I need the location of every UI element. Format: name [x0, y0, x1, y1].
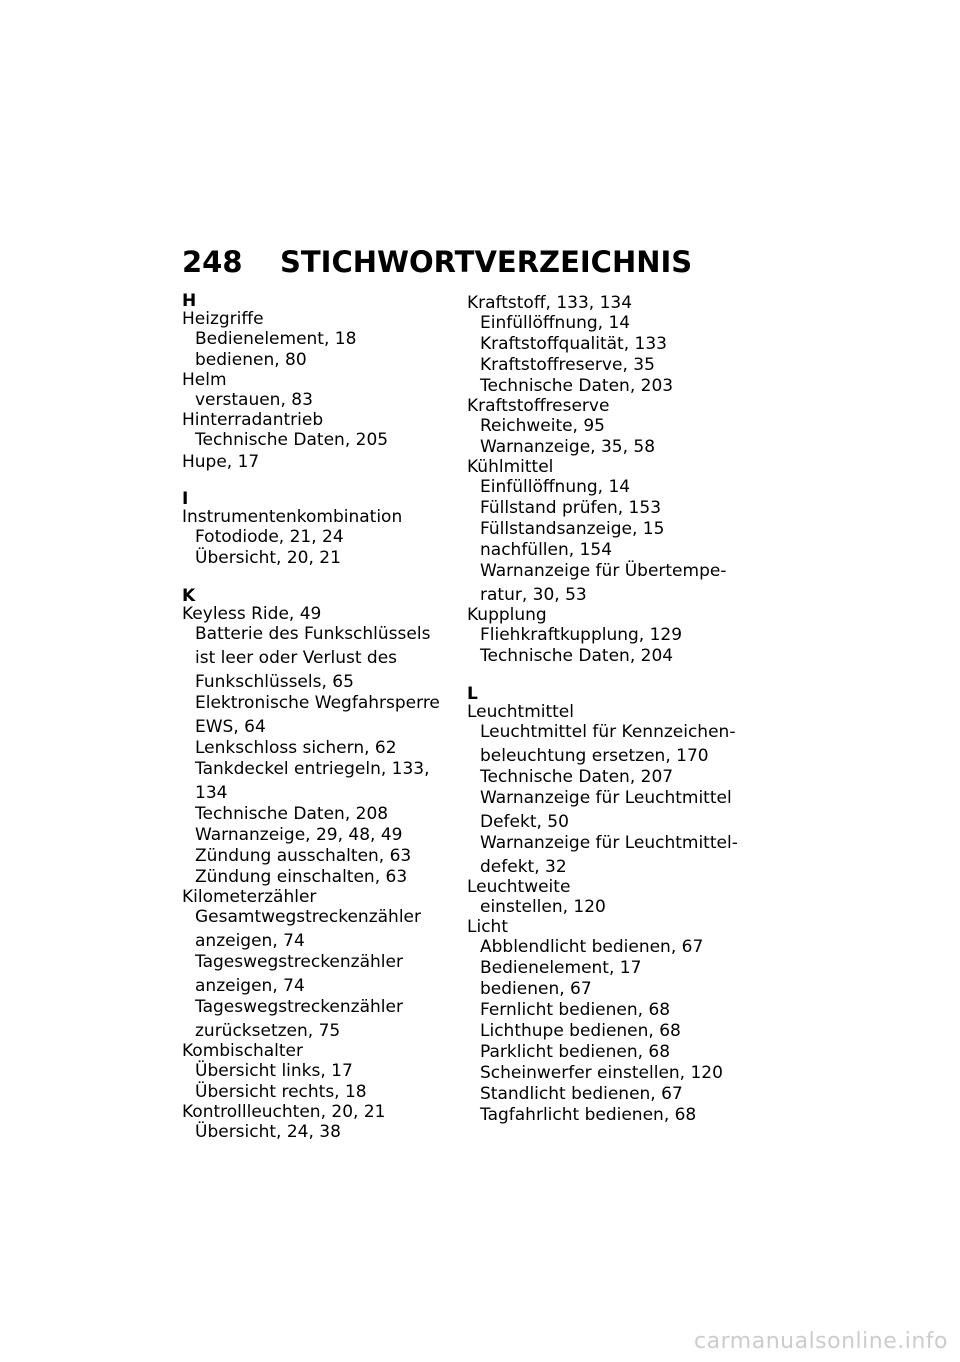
watermark: carmanualsonline.info — [694, 1329, 948, 1354]
index-subentry: Gesamtwegstreckenzähler — [195, 907, 421, 927]
index-subentry: Reichweite, 95 — [480, 416, 606, 436]
index-subentry: ratur, 30, 53 — [480, 585, 587, 605]
index-subentry: zurücksetzen, 75 — [195, 1021, 341, 1041]
index-subentry: Lenkschloss sichern, 62 — [195, 738, 397, 758]
index-entry: Instrumentenkombination — [182, 507, 403, 527]
index-subentry: Übersicht, 24, 38 — [195, 1122, 341, 1142]
index-entry: Leuchtweite — [467, 877, 571, 897]
index-subentry: Fernlicht bedienen, 68 — [480, 1000, 671, 1020]
index-subentry: Übersicht links, 17 — [195, 1061, 353, 1081]
index-subentry: Batterie des Funkschlüssels — [195, 624, 431, 644]
index-entry: Kupplung — [467, 605, 547, 625]
index-subentry: Bedienelement, 17 — [480, 958, 642, 978]
index-subentry: Technische Daten, 208 — [195, 804, 389, 824]
index-subentry: Zündung ausschalten, 63 — [195, 846, 412, 866]
index-subentry: Technische Daten, 203 — [480, 376, 674, 396]
index-column-right — [467, 294, 747, 1126]
index-entry: Keyless Ride, 49 — [182, 604, 322, 624]
index-entry: Kilometerzähler — [182, 887, 317, 907]
page-number: 248 — [182, 245, 243, 279]
index-subentry: nachfüllen, 154 — [480, 540, 613, 560]
index-entry: Hupe, 17 — [182, 452, 260, 472]
index-subentry: Einfüllöffnung, 14 — [480, 313, 631, 333]
index-subentry: anzeigen, 74 — [195, 976, 305, 996]
index-subentry: Technische Daten, 207 — [480, 767, 674, 787]
index-letter-i: I — [182, 489, 189, 509]
index-entry: Hinterradantrieb — [182, 410, 324, 430]
index-subentry: Einfüllöffnung, 14 — [480, 477, 631, 497]
page-header — [182, 244, 692, 280]
index-entry: Licht — [467, 917, 508, 937]
index-subentry: Parklicht bedienen, 68 — [480, 1042, 671, 1062]
index-subentry: ist leer oder Verlust des — [195, 648, 398, 668]
index-subentry: bedienen, 80 — [195, 350, 307, 370]
index-subentry: Abblendlicht bedienen, 67 — [480, 937, 704, 957]
index-subentry: Tageswegstreckenzähler — [195, 997, 403, 1017]
index-subentry: Tageswegstreckenzähler — [195, 952, 403, 972]
index-subentry: Kraftstoffreserve, 35 — [480, 355, 655, 375]
index-column-left — [182, 292, 452, 1143]
index-subentry: Tankdeckel entriegeln, 133, — [195, 759, 430, 779]
index-subentry: Übersicht, 20, 21 — [195, 548, 341, 568]
index-subentry: Tagfahrlicht bedienen, 68 — [480, 1105, 697, 1125]
index-subentry: Leuchtmittel für Kennzeichen- — [480, 722, 736, 742]
index-subentry: Elektronische Wegfahrsperre — [195, 693, 440, 713]
index-subentry: bedienen, 67 — [480, 979, 592, 999]
index-entry: Leuchtmittel — [467, 702, 574, 722]
index-subentry: beleuchtung ersetzen, 170 — [480, 746, 709, 766]
index-subentry: Übersicht rechts, 18 — [195, 1082, 367, 1102]
index-entry: Kontrollleuchten, 20, 21 — [182, 1102, 386, 1122]
index-subentry: Bedienelement, 18 — [195, 329, 357, 349]
index-subentry: Standlicht bedienen, 67 — [480, 1084, 683, 1104]
index-subentry: Scheinwerfer einstellen, 120 — [480, 1063, 723, 1083]
page-title: STICHWORTVERZEICHNIS — [280, 245, 693, 279]
index-subentry: Füllstand prüfen, 153 — [480, 498, 662, 518]
index-subentry: Lichthupe bedienen, 68 — [480, 1021, 681, 1041]
index-subentry: Warnanzeige für Übertempe- — [480, 561, 727, 581]
index-subentry: Defekt, 50 — [480, 812, 569, 832]
index-subentry: Warnanzeige für Leuchtmittel — [480, 788, 732, 808]
index-letter-h: H — [182, 291, 197, 311]
index-subentry: Fliehkraftkupplung, 129 — [480, 625, 683, 645]
index-subentry: anzeigen, 74 — [195, 931, 305, 951]
index-subentry: defekt, 32 — [480, 857, 567, 877]
index-subentry: Warnanzeige für Leuchtmittel- — [480, 833, 738, 853]
index-entry: Kombischalter — [182, 1041, 304, 1061]
index-subentry: Zündung einschalten, 63 — [195, 867, 408, 887]
index-entry: Helm — [182, 370, 227, 390]
index-subentry: Fotodiode, 21, 24 — [195, 527, 344, 547]
index-subentry: EWS, 64 — [195, 717, 266, 737]
index-letter-l: L — [467, 684, 478, 704]
index-subentry: Warnanzeige, 29, 48, 49 — [195, 825, 403, 845]
index-subentry: Warnanzeige, 35, 58 — [480, 437, 656, 457]
index-subentry: Füllstandsanzeige, 15 — [480, 519, 665, 539]
index-subentry: 134 — [195, 783, 228, 803]
index-subentry: einstellen, 120 — [480, 897, 606, 917]
index-entry: Kühlmittel — [467, 457, 554, 477]
index-entry: Kraftstoffreserve — [467, 396, 610, 416]
index-subentry: Funkschlüssels, 65 — [195, 672, 354, 692]
index-entry: Kraftstoff, 133, 134 — [467, 293, 633, 313]
index-subentry: Kraftstoffqualität, 133 — [480, 334, 667, 354]
index-subentry: Technische Daten, 204 — [480, 646, 674, 666]
index-letter-k: K — [182, 586, 196, 606]
index-subentry: Technische Daten, 205 — [195, 430, 389, 450]
index-subentry: verstauen, 83 — [195, 390, 313, 410]
index-entry: Heizgriffe — [182, 309, 264, 329]
